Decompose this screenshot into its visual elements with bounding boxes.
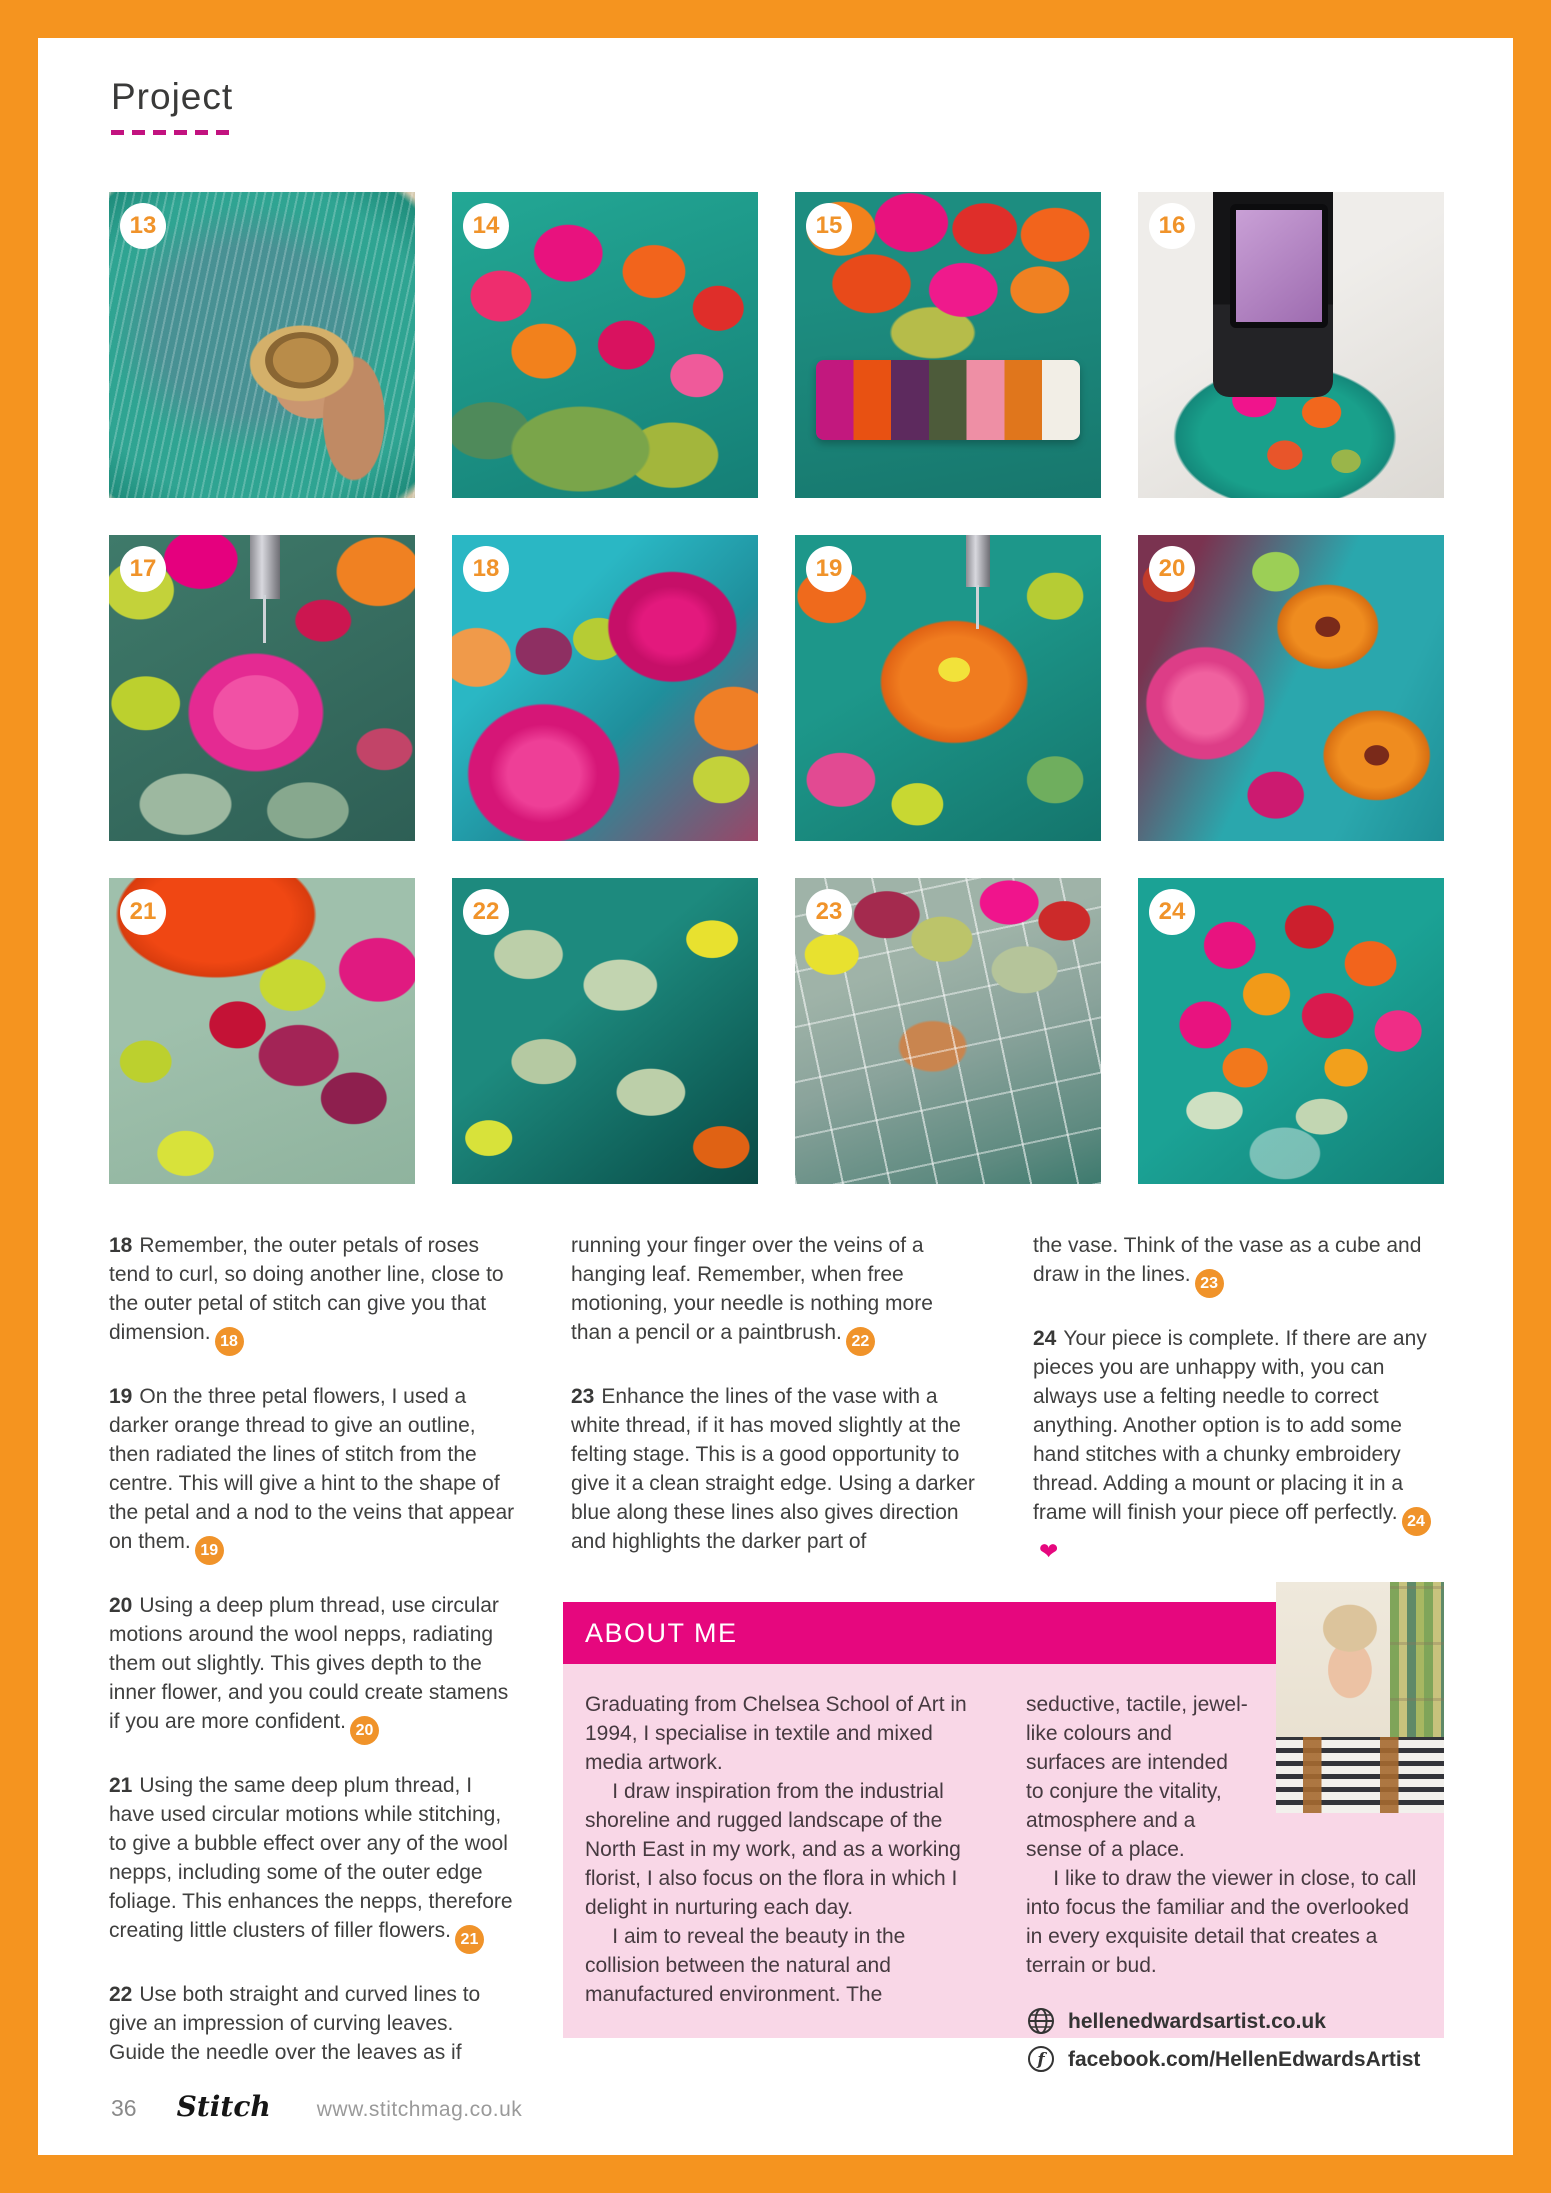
- step-paragraph-23: [571, 1382, 977, 1556]
- website-link[interactable]: [1026, 2006, 1428, 2036]
- dashed-underline: [111, 130, 231, 135]
- photo-number-badge: 16: [1149, 203, 1195, 249]
- photo-step-20: [1138, 535, 1444, 841]
- photo-step-17: [109, 535, 415, 841]
- step-text: Your piece is complete. If there are any pieces you are unhappy with, you can always use a felting needle to correct anything. Another option is to add some hand stitches with a chunky embroidery thread. Adding a mount or placing it in a frame will finish your piece off perfectly.: [1033, 1327, 1427, 1524]
- step-text: On the three petal flowers, I used a darker orange thread to give an outline, then radiated the lines of stitch from the centre. This will give a hint to the shape of the petal and a nod to the veins that appear on them.: [109, 1385, 515, 1553]
- photo-number-badge: 20: [1149, 546, 1195, 592]
- photo-number-badge: 15: [806, 203, 852, 249]
- step-text: Remember, the outer petals of roses tend to curl, so doing another line, close to the outer petal of stitch can give you that dimension.: [109, 1234, 504, 1344]
- about-paragraph: seductive, tactile, jewel-like colours and surfaces are intended to conjure the vitality, atmosphere and a sense of a place.: [1026, 1693, 1248, 1861]
- photo-number-badge: 24: [1149, 889, 1195, 935]
- heart-icon: ❤: [1039, 1538, 1059, 1564]
- step-number: 18: [109, 1234, 133, 1257]
- step-paragraph-21: [109, 1771, 515, 1954]
- photo-step-21: [109, 878, 415, 1184]
- page-number: 36: [111, 2095, 137, 2121]
- svg-text:f: f: [1037, 2050, 1045, 2070]
- instructions-column-2: [571, 1231, 977, 1582]
- photo-number-badge: 18: [463, 546, 509, 592]
- step-paragraph-20: [109, 1591, 515, 1745]
- step-ref-badge: 20: [350, 1716, 379, 1745]
- photo-step-14: [452, 192, 758, 498]
- page-title: Project: [111, 76, 234, 117]
- photo-grid: [109, 192, 1444, 1184]
- photo-step-16: [1138, 192, 1444, 498]
- step-number: 24: [1033, 1327, 1057, 1350]
- step-paragraph-24: [1033, 1324, 1439, 1566]
- facebook-link-label[interactable]: facebook.com/HellenEdwardsArtist: [1068, 2047, 1421, 2071]
- page-header: [111, 76, 233, 135]
- facebook-link[interactable]: [1026, 2044, 1428, 2074]
- step-number: 23: [571, 1385, 595, 1408]
- step-ref-badge: 22: [846, 1327, 875, 1356]
- website-url: www.stitchmag.co.uk: [316, 2098, 523, 2121]
- step-paragraph-18: [109, 1231, 515, 1356]
- step-paragraph-22-cont: [571, 1231, 977, 1356]
- artist-links: [1026, 2006, 1428, 2074]
- globe-icon: [1026, 2006, 1056, 2036]
- about-paragraph: I draw inspiration from the industrial shoreline and rugged landscape of the North East in my work, and as a working florist, I also focus on the flora in which I delight in nurturing each day.: [585, 1780, 961, 1919]
- step-text: Use both straight and curved lines to give an impression of curving leaves. Guide the needle over the leaves as if: [109, 1983, 481, 2064]
- step-number: 19: [109, 1385, 133, 1408]
- about-paragraph: Graduating from Chelsea School of Art in 1994, I specialise in textile and mixed media artwork.: [585, 1693, 967, 1774]
- artist-portrait-photo: [1276, 1582, 1444, 1813]
- photo-step-24: [1138, 878, 1444, 1184]
- instructions-column-3: [1033, 1231, 1439, 1592]
- step-paragraph-23-cont: [1033, 1231, 1439, 1298]
- website-link-label[interactable]: hellenedwardsartist.co.uk: [1068, 2009, 1326, 2033]
- step-number: 22: [109, 1983, 133, 2006]
- photo-number-badge: 21: [120, 889, 166, 935]
- step-paragraph-19: [109, 1382, 515, 1565]
- photo-number-badge: 22: [463, 889, 509, 935]
- facebook-icon: [1026, 2044, 1056, 2074]
- step-text: running your finger over the veins of a hanging leaf. Remember, when free motioning, your needle is nothing more than a pencil or a paintbrush.: [571, 1234, 933, 1344]
- photo-step-13: [109, 192, 415, 498]
- about-paragraph: I aim to reveal the beauty in the collision between the natural and manufactured environment. The: [585, 1925, 906, 2006]
- page-footer: [111, 2090, 522, 2123]
- about-column-left: [585, 1690, 970, 2082]
- instructions-column-1: [109, 1231, 515, 2093]
- photo-step-22: [452, 878, 758, 1184]
- photo-step-15: [795, 192, 1101, 498]
- photo-number-badge: 19: [806, 546, 852, 592]
- step-number: 20: [109, 1594, 133, 1617]
- step-ref-badge: 18: [215, 1327, 244, 1356]
- photo-step-18: [452, 535, 758, 841]
- about-paragraph: I like to draw the viewer in close, to call into focus the familiar and the overlooked in every exquisite detail that creates a terrain or bud.: [1026, 1867, 1417, 1977]
- photo-number-badge: 14: [463, 203, 509, 249]
- about-me-heading: ABOUT ME: [563, 1602, 1444, 1664]
- step-text: the vase. Think of the vase as a cube and draw in the lines.: [1033, 1234, 1422, 1286]
- step-ref-badge: 23: [1195, 1269, 1224, 1298]
- magazine-logo: Stitch: [176, 2090, 271, 2123]
- photo-step-19: [795, 535, 1101, 841]
- photo-number-badge: 17: [120, 546, 166, 592]
- step-number: 21: [109, 1774, 133, 1797]
- step-ref-badge: 21: [455, 1925, 484, 1954]
- photo-number-badge: 23: [806, 889, 852, 935]
- step-ref-badge: 24: [1402, 1507, 1431, 1536]
- step-text: Using a deep plum thread, use circular motions around the wool nepps, radiating them out slightly. This gives depth to the inner flower, and you could create stamens if you are more confident.: [109, 1594, 509, 1733]
- step-text: Using the same deep plum thread, I have used circular motions while stitching, to give a bubble effect over any of the wool nepps, including some of the outer edge foliage. This enhances the nepps, therefore creating little clusters of filler flowers.: [109, 1774, 513, 1942]
- photo-step-23: [795, 878, 1101, 1184]
- step-text: Enhance the lines of the vase with a white thread, if it has moved slightly at the felting stage. This is a good opportunity to give it a clean straight edge. Using a darker blue along these lines also gives direction and highlights the darker part of: [571, 1385, 975, 1553]
- step-paragraph-22: [109, 1980, 515, 2067]
- photo-number-badge: 13: [120, 203, 166, 249]
- step-ref-badge: 19: [195, 1536, 224, 1565]
